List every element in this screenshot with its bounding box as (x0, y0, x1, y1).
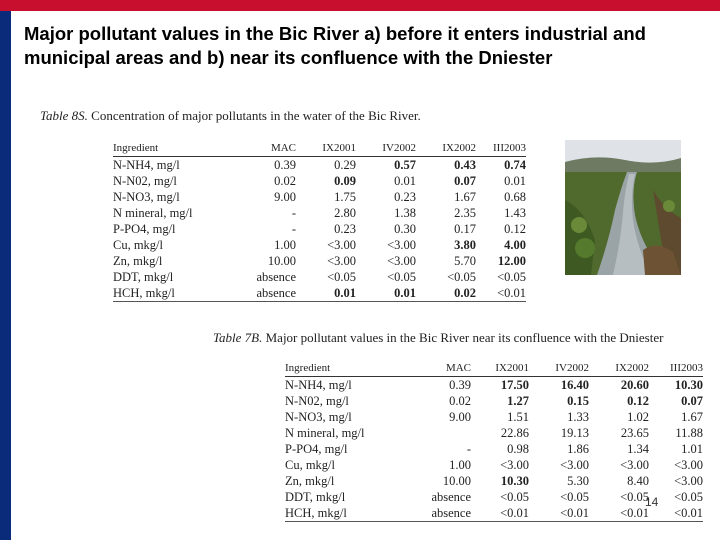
ingredient-cell: HCH, mkg/l (113, 285, 231, 302)
river-photo (565, 140, 681, 275)
value-cell: 0.07 (681, 394, 703, 408)
column-header: MAC (403, 361, 471, 377)
ingredient-cell: DDT, mkg/l (113, 270, 174, 284)
ingredient-cell: Cu, mkg/l (285, 458, 336, 472)
value-cell: <0.05 (497, 270, 526, 284)
value-cell: <0.05 (327, 270, 356, 284)
table-row (113, 285, 526, 302)
value-cell: absence (431, 490, 471, 504)
value-cell: 1.75 (334, 190, 356, 204)
value-cell: absence (403, 505, 471, 522)
value-cell (403, 425, 471, 441)
ingredient-cell: P-PO4, mg/l (285, 442, 348, 456)
table-row (285, 377, 703, 394)
value-cell: 0.30 (394, 222, 416, 236)
value-cell: 5.30 (567, 474, 589, 488)
value-cell: 0.01 (296, 285, 356, 302)
ingredient-cell: N-N02, mg/l (113, 174, 177, 188)
table-row (285, 409, 703, 425)
value-cell: <0.05 (674, 490, 703, 504)
value-cell: <3.00 (327, 238, 356, 252)
value-cell: <0.05 (560, 490, 589, 504)
value-cell: 10.30 (674, 378, 703, 392)
value-cell: 10.00 (442, 474, 471, 488)
value-cell: 0.02 (274, 174, 296, 188)
value-cell: 0.12 (504, 222, 526, 236)
table-row (113, 157, 526, 174)
value-cell: 0.29 (334, 158, 356, 172)
table-7b-caption-text: Major pollutant values in the Bic River near its confluence with the Dniester (265, 330, 664, 345)
value-cell: <0.01 (649, 505, 703, 522)
value-cell: 19.13 (560, 426, 589, 440)
value-cell: - (291, 206, 296, 220)
value-cell: 1.33 (567, 410, 589, 424)
value-cell: <3.00 (620, 458, 649, 472)
value-cell: 11.88 (675, 426, 703, 440)
ingredient-cell: Zn, mkg/l (285, 474, 335, 488)
value-cell: 0.07 (454, 174, 476, 188)
value-cell: 20.60 (620, 378, 649, 392)
ingredient-cell: Cu, mkg/l (113, 238, 164, 252)
value-cell: <0.05 (500, 490, 529, 504)
table-7b-caption (213, 330, 663, 346)
value-cell: 1.67 (681, 410, 703, 424)
value-cell: 23.65 (620, 426, 649, 440)
value-cell: 0.12 (627, 394, 649, 408)
table-row (285, 489, 703, 505)
table-row (113, 237, 526, 253)
value-cell: <0.01 (471, 505, 529, 522)
value-cell: 0.39 (274, 158, 296, 172)
value-cell: 4.00 (504, 238, 526, 252)
value-cell: 1.43 (504, 206, 526, 220)
table-row (113, 189, 526, 205)
value-cell: <0.01 (476, 285, 526, 302)
table-row (113, 173, 526, 189)
value-cell: 12.00 (497, 254, 526, 268)
value-cell: <3.00 (387, 254, 416, 268)
table-row (285, 393, 703, 409)
value-cell: 1.51 (507, 410, 529, 424)
value-cell: 0.01 (394, 174, 416, 188)
column-header: IX2002 (416, 141, 476, 157)
value-cell: 0.01 (504, 174, 526, 188)
value-cell: 0.23 (394, 190, 416, 204)
value-cell: 1.86 (567, 442, 589, 456)
value-cell: 0.02 (416, 285, 476, 302)
value-cell: <3.00 (674, 458, 703, 472)
ingredient-cell: N-NO3, mg/l (113, 190, 180, 204)
ingredient-cell: N mineral, mg/l (285, 426, 365, 440)
value-cell: 9.00 (274, 190, 296, 204)
value-cell: absence (231, 285, 296, 302)
value-cell: 8.40 (627, 474, 649, 488)
value-cell: 1.00 (274, 238, 296, 252)
ingredient-cell: N-NO3, mg/l (285, 410, 352, 424)
value-cell: 0.74 (504, 158, 526, 172)
column-header: III2003 (649, 361, 703, 377)
ingredient-cell: HCH, mkg/l (285, 505, 403, 522)
value-cell: 10.30 (500, 474, 529, 488)
table-row (285, 425, 703, 441)
value-cell: <0.05 (620, 490, 649, 504)
column-header: IX2001 (296, 141, 356, 157)
value-cell: 1.02 (627, 410, 649, 424)
table-8s-label: Table 8S. (40, 108, 88, 123)
ingredient-cell: DDT, mkg/l (285, 490, 346, 504)
table-8s-caption (40, 108, 421, 124)
ingredient-cell: Zn, mkg/l (113, 254, 163, 268)
value-cell: <3.00 (560, 458, 589, 472)
value-cell: 2.80 (334, 206, 356, 220)
table-row (113, 205, 526, 221)
value-cell: 1.27 (507, 394, 529, 408)
value-cell: 0.68 (504, 190, 526, 204)
ingredient-cell: N-NH4, mg/l (113, 158, 180, 172)
value-cell: 0.15 (567, 394, 589, 408)
value-cell: 17.50 (500, 378, 529, 392)
table-row (113, 269, 526, 285)
column-header: IX2002 (589, 361, 649, 377)
ingredient-cell: N mineral, mg/l (113, 206, 193, 220)
value-cell: 1.67 (454, 190, 476, 204)
value-cell: 0.57 (394, 158, 416, 172)
value-cell: <0.05 (447, 270, 476, 284)
table-8s-caption-text: Concentration of major pollutants in the water of the Bic River. (91, 108, 421, 123)
table-row (285, 441, 703, 457)
column-header: IV2002 (356, 141, 416, 157)
value-cell: 1.01 (681, 442, 703, 456)
table-row (285, 505, 703, 522)
column-header: IV2002 (529, 361, 589, 377)
value-cell: <3.00 (674, 474, 703, 488)
value-cell: <0.05 (387, 270, 416, 284)
table-row (285, 473, 703, 489)
value-cell: 3.80 (454, 238, 476, 252)
ingredient-cell: P-PO4, mg/l (113, 222, 176, 236)
value-cell: - (466, 442, 471, 456)
table-8s (113, 141, 526, 302)
value-cell: 0.98 (507, 442, 529, 456)
ingredient-cell: N-N02, mg/l (285, 394, 349, 408)
table-row (113, 221, 526, 237)
value-cell: absence (256, 270, 296, 284)
value-cell: 1.34 (627, 442, 649, 456)
value-cell: 0.01 (356, 285, 416, 302)
slide-title: Major pollutant values in the Bic River a) before it enters industrial and municipal areas and b) near its confluence with the Dniester (24, 23, 646, 68)
column-header: III2003 (476, 141, 526, 157)
value-cell: 1.38 (394, 206, 416, 220)
value-cell: 1.00 (449, 458, 471, 472)
column-header: Ingredient (113, 141, 231, 157)
column-header: MAC (231, 141, 296, 157)
page-number: 14 (645, 495, 659, 509)
value-cell: 16.40 (560, 378, 589, 392)
value-cell: 0.02 (449, 394, 471, 408)
value-cell: 0.43 (454, 158, 476, 172)
left-accent-bar (0, 11, 11, 540)
value-cell: <3.00 (387, 238, 416, 252)
value-cell: <0.01 (529, 505, 589, 522)
value-cell: 9.00 (449, 410, 471, 424)
value-cell: 0.09 (334, 174, 356, 188)
value-cell: 0.39 (449, 378, 471, 392)
table-7b-label: Table 7B. (213, 330, 263, 345)
value-cell: <3.00 (500, 458, 529, 472)
value-cell: 2.35 (454, 206, 476, 220)
table-row (113, 253, 526, 269)
table-row (285, 457, 703, 473)
table-7b (285, 361, 703, 522)
ingredient-cell: N-NH4, mg/l (285, 378, 352, 392)
value-cell: 22.86 (500, 426, 529, 440)
value-cell: 10.00 (267, 254, 296, 268)
value-cell: <3.00 (327, 254, 356, 268)
value-cell: <0.01 (589, 505, 649, 522)
value-cell: 0.17 (454, 222, 476, 236)
value-cell: 0.23 (334, 222, 356, 236)
top-accent-bar (0, 0, 720, 11)
column-header: Ingredient (285, 361, 403, 377)
column-header: IX2001 (471, 361, 529, 377)
value-cell: - (291, 222, 296, 236)
value-cell: 5.70 (454, 254, 476, 268)
